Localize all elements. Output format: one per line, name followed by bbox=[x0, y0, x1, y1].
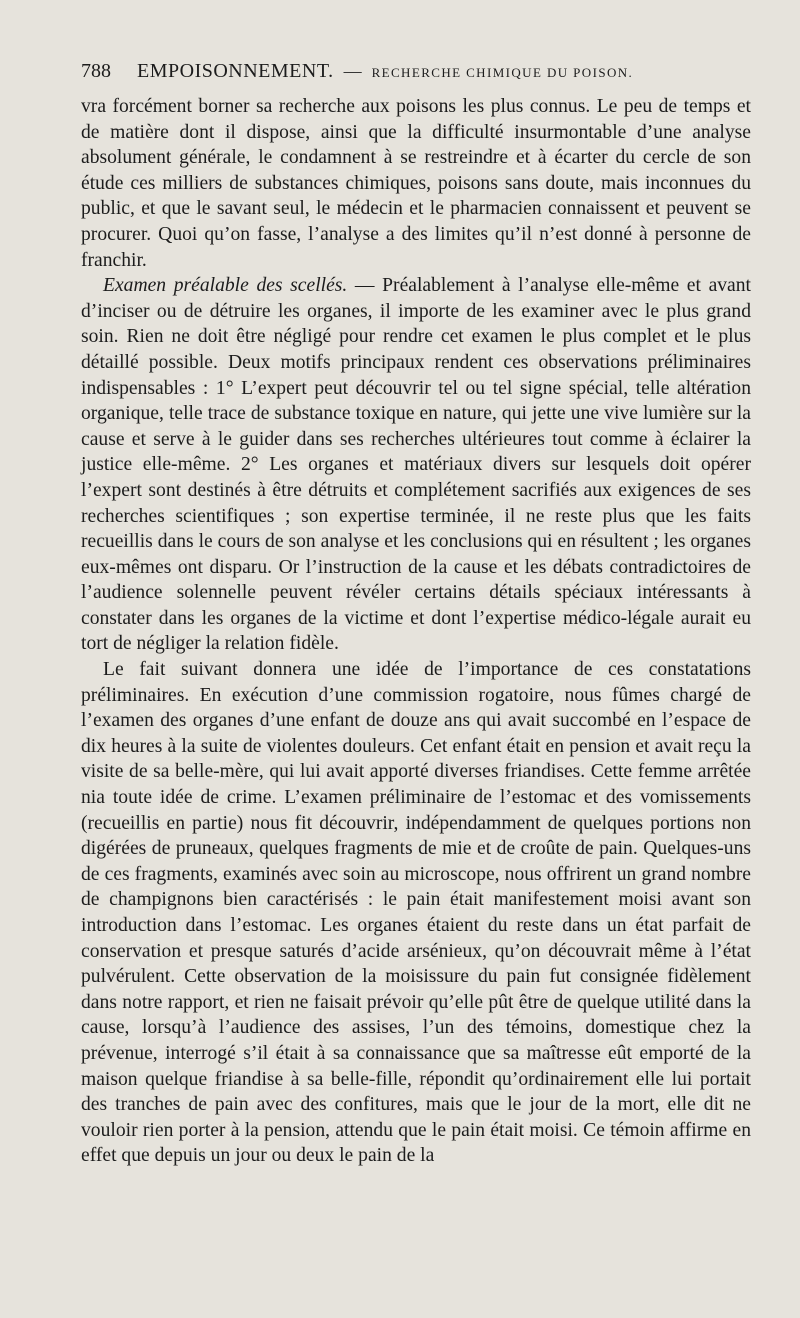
paragraph-examen-prealable bbox=[81, 273, 751, 657]
section-heading: Examen préalable des scellés. bbox=[103, 275, 348, 297]
header-separator: — bbox=[343, 61, 362, 81]
running-header bbox=[81, 60, 751, 88]
running-subtitle: RECHERCHE CHIMIQUE DU POISON. bbox=[371, 65, 634, 80]
body-text bbox=[81, 94, 751, 1169]
page-number: 788 bbox=[81, 60, 111, 82]
paragraph-continuation: vra forcément borner sa recherche aux poisons les plus connus. Le peu de temps et de matière dont il dispose, ainsi que la difficulté insurmontable d’une analyse absolument générale, le condamnent à se restreindre et à écarter du cercle de son étude ces milliers de substances chimiques, poisons sans doute, mais inconnues du public, et que le savant seul, le médecin et le pharmacien connaissent et peuvent se procurer. Quoi qu’on fasse, l’analyse a des limites qu’il n’est donné à personne de franchir. bbox=[81, 96, 751, 271]
paragraph-text: — Préalablement à l’analyse elle-même et avant d’inciser ou de détruire les organes, il importe de les examiner avec le plus grand soin. Rien ne doit être négligé pour rendre cet examen le plus complet et le plus détaillé possible. Deux motifs principaux rendent ces observations préliminaires indispensables : 1° L’expert peut découvrir tel ou tel signe spécial, telle altération organique, telle trace de substance toxique en nature, qui jette une vive lumière sur la cause et serve à le guider dans ses recherches ultérieures tout comme à éclairer la justice elle-même. 2° Les organes et matériaux divers sur lesquels doit opérer l’expert sont destinés à être détruits et complétement sacrifiés aux exigences de ses recherches scientifiques ; son expertise terminée, il ne reste plus que les faits recueillis dans le cours de son analyse et les conclusions qui en résultent ; les organes eux-mêmes ont disparu. Or l’instruction de la cause et les débats contradictoires de l’audience solennelle peuvent révéler certains détails spéciaux intéressants à constater dans les organes de la victime et dont l’expertise médico-légale aurait eu tort de négliger la relation fidèle. bbox=[81, 275, 751, 655]
paragraph-fait-suivant: Le fait suivant donnera une idée de l’importance de ces constatations préliminaires. En exécution d’une commission rogatoire, nous fûmes chargé de l’examen des organes d’une enfant de douze ans qui avait succombé en l’espace de dix heures à la suite de violentes douleurs. Cet enfant était en pension et avait reçu la visite de sa belle-mère, qui lui avait apporté diverses friandises. Cette femme arrêtée nia toute idée de crime. L’examen préliminaire de l’estomac et des vomissements (recueillis en partie) nous fit découvrir, indépendamment de quelques portions non digérées de pruneaux, quelques fragments de mie et de croûte de pain. Quelques-uns de ces fragments, examinés avec soin au microscope, nous offrirent un grand nombre de champignons bien caractérisés : le pain était manifestement moisi avant son introduction dans l’estomac. Les organes étaient du reste dans un état parfait de conservation et presque saturés d’acide arsénieux, qu’on découvrait même à l’état pulvérulent. Cette observation de la moisissure du pain fut consignée fidèlement dans notre rapport, et rien ne faisait prévoir qu’elle pût être de quelque utilité dans la cause, lorsqu’à l’audience des assises, l’un des témoins, domestique chez la prévenue, interrogé s’il était à sa connaissance que sa maîtresse eût emporté de la maison quelque friandise à sa belle-fille, répondit qu’ordinairement elle lui portait des tranches de pain avec des confitures, mais que le jour de la mort, elle dit ne vouloir rien porter à la pension, attendu que le pain était moisi. Ce témoin affirme en effet que depuis un jour ou deux le pain de la bbox=[81, 659, 751, 1167]
running-title: EMPOISONNEMENT. bbox=[137, 60, 334, 82]
